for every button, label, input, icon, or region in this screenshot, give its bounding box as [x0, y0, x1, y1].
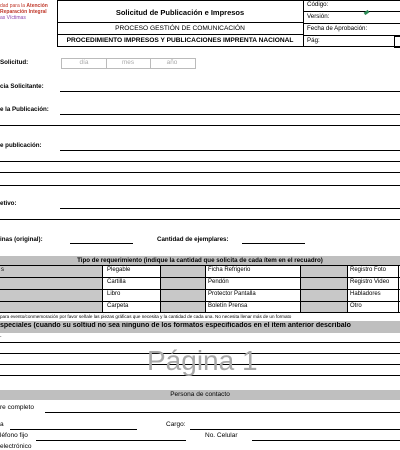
solicitud-label: Solicitud: [0, 59, 29, 66]
check-mark [364, 10, 370, 15]
requirements-header: Tipo de requerimiento (indique la cantidad que solicita de cada ítem en el recuadro) [77, 257, 323, 264]
contact-celular-line[interactable] [252, 440, 400, 441]
pag-box [394, 36, 400, 48]
date-field[interactable] [61, 58, 196, 69]
objetivo-pub-line-3[interactable] [0, 172, 400, 173]
logo-text-1b: Atención [26, 3, 48, 9]
requirements-note: para evento/conmemoración por favor señale las piezas gráficas que necesita y la cantidad de cada una. No necesita llenar más de un formato [0, 314, 292, 319]
req-boletin-prensa: Boletín Prensa [208, 303, 248, 309]
objetivo-line-1[interactable] [60, 208, 400, 209]
requirements-table [0, 265, 400, 313]
req-carpeta: Carpeta [107, 303, 129, 309]
objetivo-pub-line-4[interactable] [0, 185, 400, 186]
contact-celular-label: No. Celular [205, 432, 238, 439]
contact-cargo-line[interactable] [190, 429, 400, 430]
nombre-line-2[interactable] [0, 125, 400, 126]
req-plegable: Plegable [107, 267, 131, 273]
objetivo-pub-line-2[interactable] [0, 161, 400, 162]
dependencia-line[interactable] [60, 91, 400, 92]
date-day: día [79, 59, 89, 66]
special-sub: . [0, 333, 2, 339]
version-label: Versión: [307, 13, 330, 20]
objetivo-label: etivo: [0, 200, 17, 207]
logo-text-1a: dad para la [0, 3, 26, 9]
req-registro-video: Registro Video [350, 279, 390, 285]
contact-cargo-label: Cargo: [166, 421, 186, 428]
special-header: speciales (cuando su soltiud no sea ninguno de los formatos especificados en el ítem anterior describalo [0, 322, 351, 329]
header-table [57, 0, 400, 47]
dependencia-label: cia Solicitante: [0, 83, 44, 90]
req-libro: Libro [107, 291, 121, 297]
req-c0-r0: s [1, 267, 4, 273]
codigo-label: Código: [307, 1, 329, 8]
objetivo-pub-label: e publicación: [0, 142, 42, 149]
contact-nombre-line[interactable] [45, 412, 400, 413]
objetivo-pub-line-1[interactable] [60, 150, 400, 151]
req-habladores: Habladores [350, 291, 381, 297]
req-protector-pantalla: Protector Pantalla [208, 291, 256, 297]
contact-telefono-line[interactable] [36, 440, 186, 441]
req-otro: Otro [350, 303, 362, 309]
req-pendon: Pendón [208, 279, 229, 285]
process-name: PROCESO GESTIÓN DE COMUNICACIÓN [115, 25, 245, 32]
contact-header: Persona de contacto [170, 391, 230, 398]
date-year: año [166, 59, 178, 66]
req-registro-foto: Registro Foto [350, 267, 387, 273]
contact-correo-label: electrónico [0, 443, 32, 450]
procedure-name: PROCEDIMIENTO IMPRESOS Y PUBLICACIONES IMPRENTA NACIONAL [66, 37, 294, 44]
fecha-label: Fecha de Aprobación: [307, 25, 368, 32]
contact-nombre-label: re completo [0, 404, 34, 411]
pag-label: Pág: [307, 37, 320, 44]
special-line-1[interactable] [0, 342, 400, 343]
paginas-label: inas (original): [0, 236, 43, 243]
cantidad-line[interactable] [242, 243, 305, 244]
form-title: Solicitud de Publicación e Impresos [115, 8, 245, 17]
nombre-label: e la Publicación: [0, 106, 49, 113]
page-watermark: Página 1 [147, 345, 258, 376]
objetivo-line-2[interactable] [0, 219, 400, 220]
cantidad-label: Cantidad de ejemplares: [157, 236, 229, 243]
logo [0, 3, 62, 33]
date-month: mes [121, 59, 135, 66]
req-ficha-refrigerio: Ficha Refrigerio [208, 267, 251, 273]
contact-telefono-label: léfono fijo [0, 432, 28, 439]
paginas-line[interactable] [70, 243, 133, 244]
logo-text-2: Reparación Integral [0, 9, 47, 15]
contact-area-label: a [0, 421, 4, 428]
nombre-line-1[interactable] [60, 114, 400, 115]
contact-area-line[interactable] [10, 429, 137, 430]
logo-text-3: as Víctimas [0, 15, 26, 21]
req-cartilla: Cartilla [107, 279, 126, 285]
